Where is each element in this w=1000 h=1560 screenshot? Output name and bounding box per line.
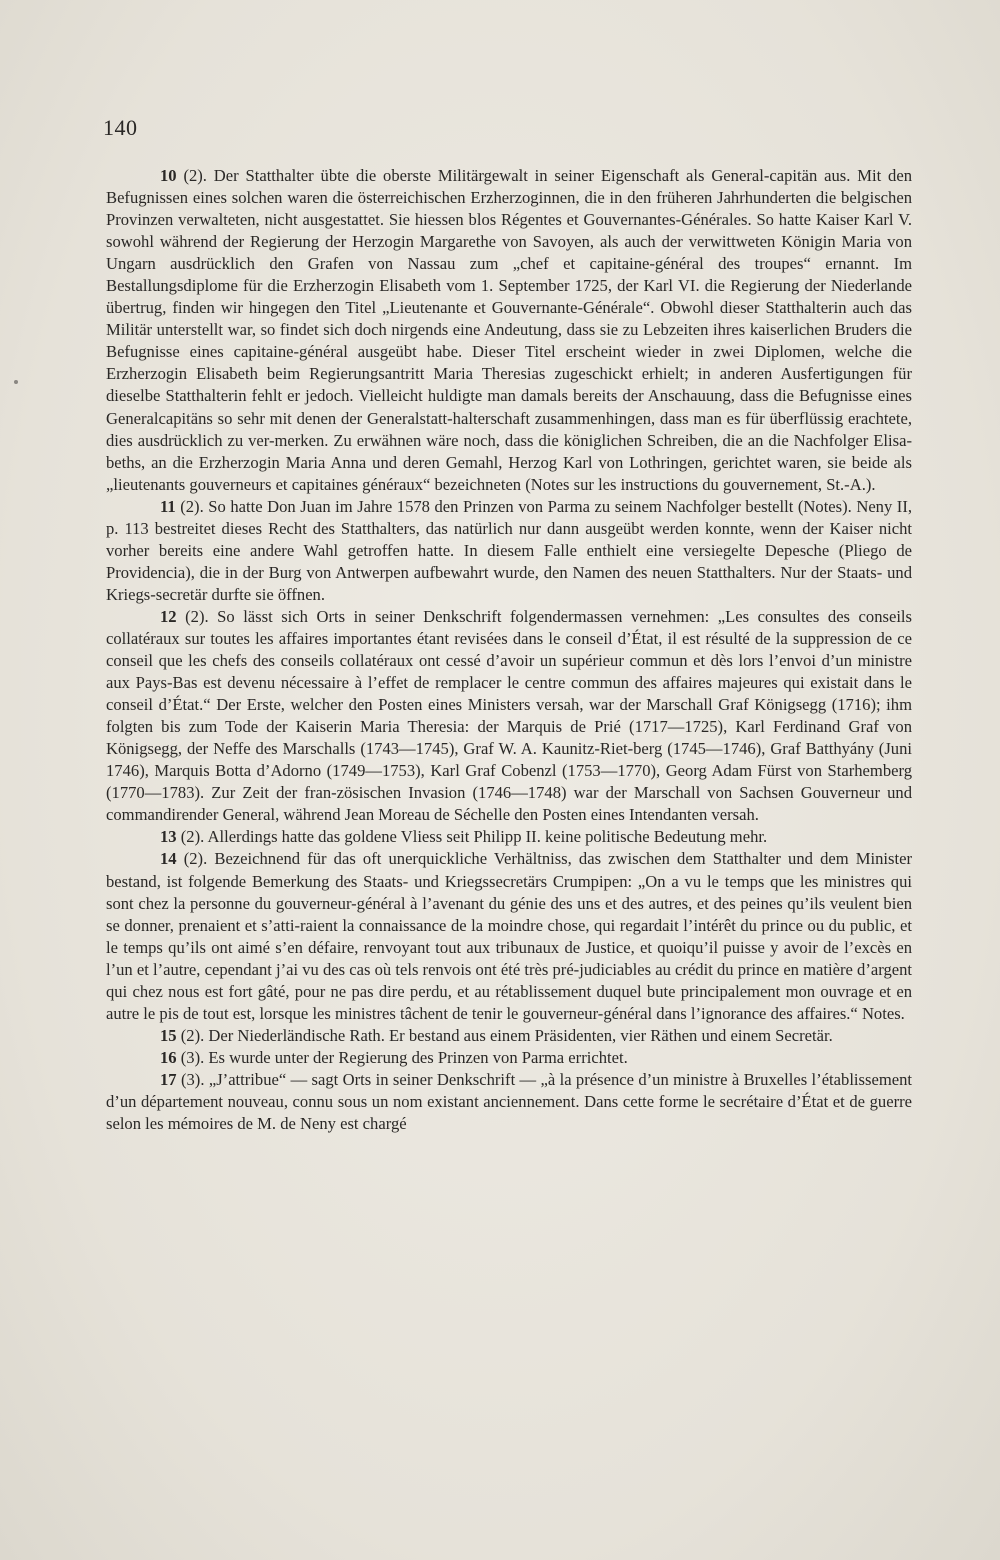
note-16 bbox=[106, 1047, 912, 1069]
note-number: 15 bbox=[160, 1025, 177, 1045]
page-number: 140 bbox=[103, 115, 138, 140]
note-15 bbox=[106, 1025, 912, 1047]
note-number: 11 bbox=[160, 496, 176, 516]
note-number: 10 bbox=[160, 166, 177, 185]
note-number: 14 bbox=[160, 849, 177, 869]
note-text: So lässt sich Orts in seiner Denkschrift folgendermassen vernehmen: „Les consultes des conseils collatéraux sur toutes les affaires importantes étant revisées dans le conseil d’État, il est résulté de la suppression de ce conseil que les chefs des conseils collatéraux ont cessé d’avoir un supérieur commun et dès lors l’envoi d’un ministre aux Pays-Bas est devenu nécessaire à l’effet de remplacer le centre commun des affaires majeures qui existait dans le conseil d’État.“ Der Erste, welcher den Posten eines Ministers versah, war der Marschall Graf Königsegg (1716); ihm folgten bis zum Tode der Kaiserin Maria Theresia: der Marquis de Prié (1717—1725), Karl Ferdinand Graf von Königsegg, der Neffe des Marschalls (1743—1745), Graf W. A. Kaunitz-Riet-berg (1745—1746), Graf Batthyány (Juni 1746), Marquis Botta d’Adorno (1749—1753), Karl Graf Cobenzl (1753—1770), Georg Adam Fürst von Starhemberg (1770—1783). Zur Zeit der fran-zösischen Invasion (1746—1748) war der Marschall von Sachsen Gouverneur und commandirender General, während Jean Moreau de Séchelle den Posten eines Intendanten versah. bbox=[106, 606, 912, 825]
note-text: Es wurde unter der Regierung des Prinzen von Parma errichtet. bbox=[208, 1047, 628, 1067]
note-number: 12 bbox=[160, 606, 177, 626]
note-text: „J’attribue“ — sagt Orts in seiner Denkschrift — „à la présence d’un ministre à Bruxelles l’établissement d’un département nouveau, connu sous un nom existant anciennement. Dans cette forme le secrétaire d’État et de guerre selon les mémoires de M. de Neny est chargé bbox=[106, 1069, 913, 1134]
note-number: 17 bbox=[160, 1069, 177, 1089]
note-17 bbox=[106, 1069, 912, 1135]
note-number: 16 bbox=[160, 1047, 177, 1067]
note-10 bbox=[106, 165, 912, 496]
footnotes-body bbox=[106, 165, 912, 1135]
note-text: Der Statthalter übte die oberste Militärgewalt in seiner Eigenschaft als General-capitän aus. Mit den Befugnissen eines solchen waren die österreichischen Erzherzoginnen, die in den früheren Jahrhunderten die belgischen Provinzen verwalteten, nicht ausgestattet. Sie hiessen blos Régentes et Gouvernantes-Générales. So hatte Kaiser Karl V. sowohl während der Regierung der Herzogin Margarethe von Savoyen, als auch der verwittweten Königin Maria von Ungarn ausdrücklich den Grafen von Nassau zum „chef et capitaine-général des troupes“ ernannt. Im Bestallungsdiplome für die Erzherzogin Elisabeth vom 1. September 1725, der Karl VI. die Regierung der Niederlande übertrug, finden wir hingegen den Titel „Lieutenante et Gouvernante-Générale“. Obwohl dieser Statthalterin auch das Militär unterstellt war, so findet sich doch nirgends eine Andeutung, dass sie zu Lebzeiten ihres kaiserlichen Bruders die Befugnisse eines capitaine-général ausgeübt habe. Dieser Titel erscheint wieder in zwei Diplomen, welche die Erzherzogin Elisabeth beim Regierungsantritt Maria Theresias zugeschickt erhielt; in anderen Ausfertigungen für dieselbe Statthalterin fehlt er jedoch. Vielleicht huldigte man damals bereits der Anschauung, dass die Befugnisse eines Generalcapitäns so sehr mit denen der Generalstatt-halterschaft zusammenhingen, dass man es für überflüssig erachtete, dies ausdrücklich zu ver-merken. Zu erwähnen wäre noch, dass die königlichen Schreiben, die an die Nachfolger Elisa-beths, an die Erzherzogin Maria Anna und deren Gemahl, Herzog Karl von Lothringen, gerichtet waren, sie beide als „lieutenants gouverneurs et capitaines généraux“ bezeichneten (Notes sur les instructions du gouvernement, St.-A.). bbox=[106, 166, 912, 494]
note-ref: (2). bbox=[180, 827, 205, 847]
note-ref: (3). bbox=[180, 1069, 205, 1089]
note-ref: (2). bbox=[180, 496, 204, 516]
note-ref: (2). bbox=[185, 606, 209, 626]
note-11 bbox=[106, 496, 912, 606]
note-number: 13 bbox=[160, 827, 177, 847]
note-text: Allerdings hatte das goldene Vliess seit Philipp II. keine politische Bedeutung mehr. bbox=[207, 827, 768, 847]
paper-speck bbox=[14, 380, 18, 384]
note-text: So hatte Don Juan im Jahre 1578 den Prinzen von Parma zu seinem Nachfolger bestellt (Notes). Neny II, p. 113 bestreitet dieses Recht des Statthalters, das natürlich nur dann ausgeübt werden konnte, wenn der Kaiser nicht vorher bereits eine andere Wahl getroffen hatte. In diesem Falle enthielt eine versiegelte Depesche (Pliego de Providencia), die in der Burg von Antwerpen aufbewahrt wurde, den Namen des neuen Statthalters. Nur der Staats- und Kriegs-secretär durfte sie öffnen. bbox=[106, 496, 913, 604]
note-ref: (2). bbox=[183, 166, 207, 185]
note-ref: (2). bbox=[183, 849, 208, 869]
note-ref: (2). bbox=[180, 1025, 205, 1045]
note-13 bbox=[106, 826, 912, 848]
note-text: Der Niederländische Rath. Er bestand aus einem Präsidenten, vier Räthen und einem Secretär. bbox=[208, 1025, 833, 1045]
note-12 bbox=[106, 606, 912, 826]
note-ref: (3). bbox=[180, 1047, 205, 1067]
note-text: Bezeichnend für das oft unerquickliche Verhältniss, das zwischen dem Statthalter und dem Minister bestand, ist folgende Bemerkung des Staats- und Kriegssecretärs Crumpipen: „On a vu le temps que les ministres qui sont chez la personne du gouverneur-général à l’avenant du génie des uns et des autres, et des peines qu’ils veulent bien se donner, prenaient et s’atti-raient la connaissance de la moindre chose, qui regardait l’intérêt du prince ou du public, et le temps qu’ils ont aimé s’en défaire, renvoyant tout aux tribunaux de Justice, et quoiqu’il puisse y avoir de l’excès en l’un et l’autre, cependant j’ai vu des cas où tels renvois ont été très pré-judiciables au crédit du prince en matière d’argent qui chez nous est fort gâté, pour ne pas dire perdu, et au rétablissement duquel bute principalement mon ouvrage et en autre le pis de tout est, lorsque les ministres tâchent de tenir le gouverneur-général dans l’ignorance des affaires.“ Notes. bbox=[106, 849, 913, 1023]
note-14 bbox=[106, 848, 912, 1024]
